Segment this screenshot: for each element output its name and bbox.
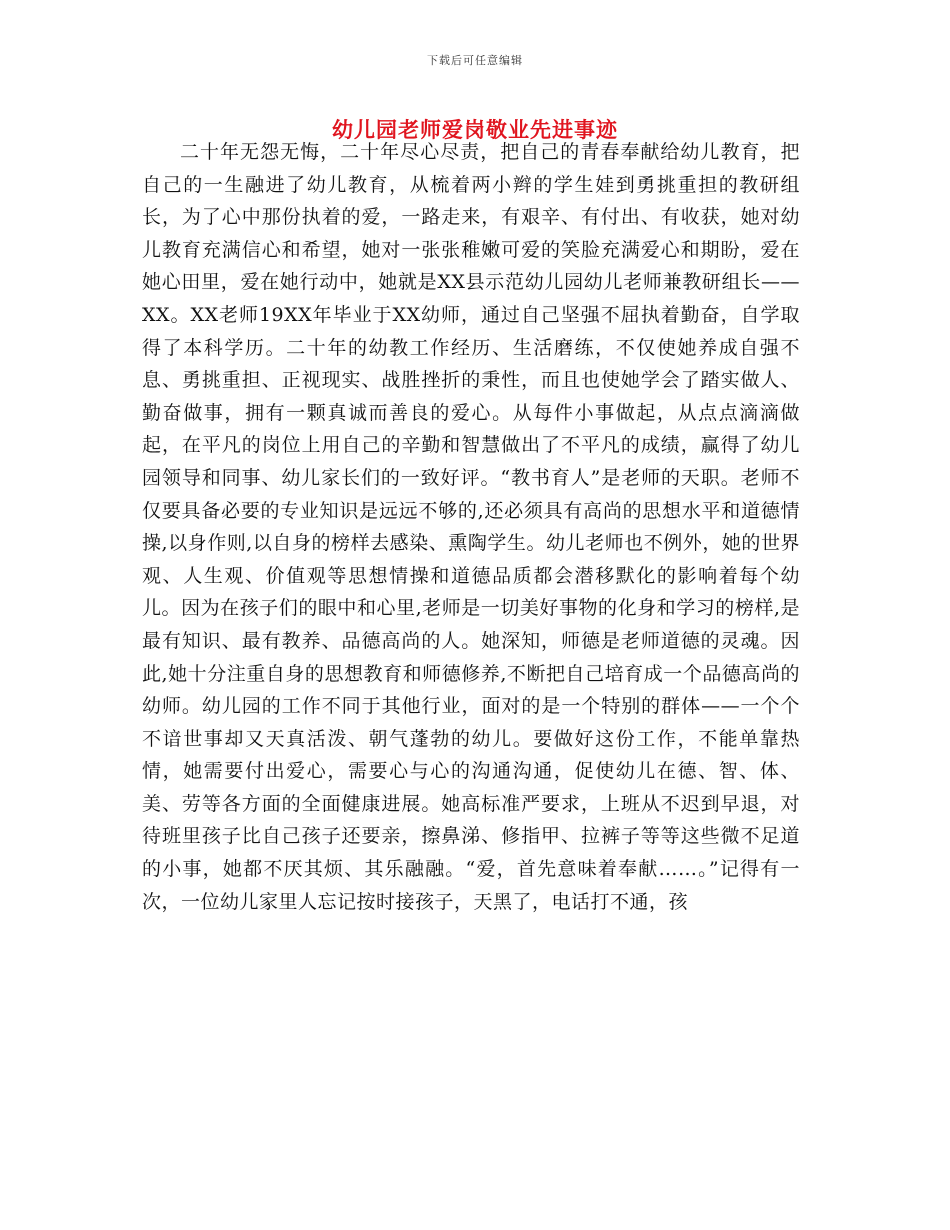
document-title: 幼儿园老师爱岗敬业先进事迹 <box>332 117 618 142</box>
body-paragraph: 二十年无怨无悔，二十年尽心尽责，把自己的青春奉献给幼儿教育，把自己的一生融进了幼儿教育，从梳着两小辫的学生娃到勇挑重担的教研组长，为了心中那份执着的爱，一路走来，有艰辛、有付出、有收获，她对幼儿教育充满信心和希望，她对一张张稚嫩可爱的笑脸充满爱心和期盼，爱在她心田里，爱在她行动中，她就是XX县示范幼儿园幼儿老师兼教研组长——XX。XX老师19XX年毕业于XX幼师，通过自己坚强不屈执着勤奋，自学取得了本科学历。二十年的幼教工作经历、生活磨练，不仅使她养成自强不息、勇挑重担、正视现实、战胜挫折的秉性，而且也使她学会了踏实做人、勤奋做事，拥有一颗真诚而善良的爱心。从每件小事做起，从点点滴滴做起，在平凡的岗位上用自己的辛勤和智慧做出了不平凡的成绩，赢得了幼儿园领导和同事、幼儿家长们的一致好评。“教书育人”是老师的天职。老师不仅要具备必要的专业知识是远远不够的,还必须具有高尚的思想水平和道德情操,以身作则,以自身的榜样去感染、熏陶学生。幼儿老师也不例外，她的世界观、人生观、价值观等思想情操和道德品质都会潜移默化的影响着每个幼儿。因为在孩子们的眼中和心里,老师是一切美好事物的化身和学习的榜样,是最有知识、最有教养、品德高尚的人。她深知，师德是老师道德的灵魂。因此,她十分注重自身的思想教育和师德修养,不断把自己培育成一个品德高尚的幼师。幼儿园的工作不同于其他行业，面对的是一个特别的群体——一个个不谙世事却又天真活泼、朝气蓬勃的幼儿。要做好这份工作，不能单靠热情，她需要付出爱心，需要心与心的沟通沟通，促使幼儿在德、智、体、美、劳等各方面的全面健康进展。她高标准严要求，上班从不迟到早退，对待班里孩子比自己孩子还要亲，擦鼻涕、修指甲、拉裤子等等这些微不足道的小事，她都不厌其烦、其乐融融。“爱，首先意味着奉献……。”记得有一次，一位幼儿家里人忘记按时接孩子，天黑了，电话打不通，孩 <box>142 141 800 913</box>
header-note: 下载后可任意编辑 <box>427 54 523 67</box>
